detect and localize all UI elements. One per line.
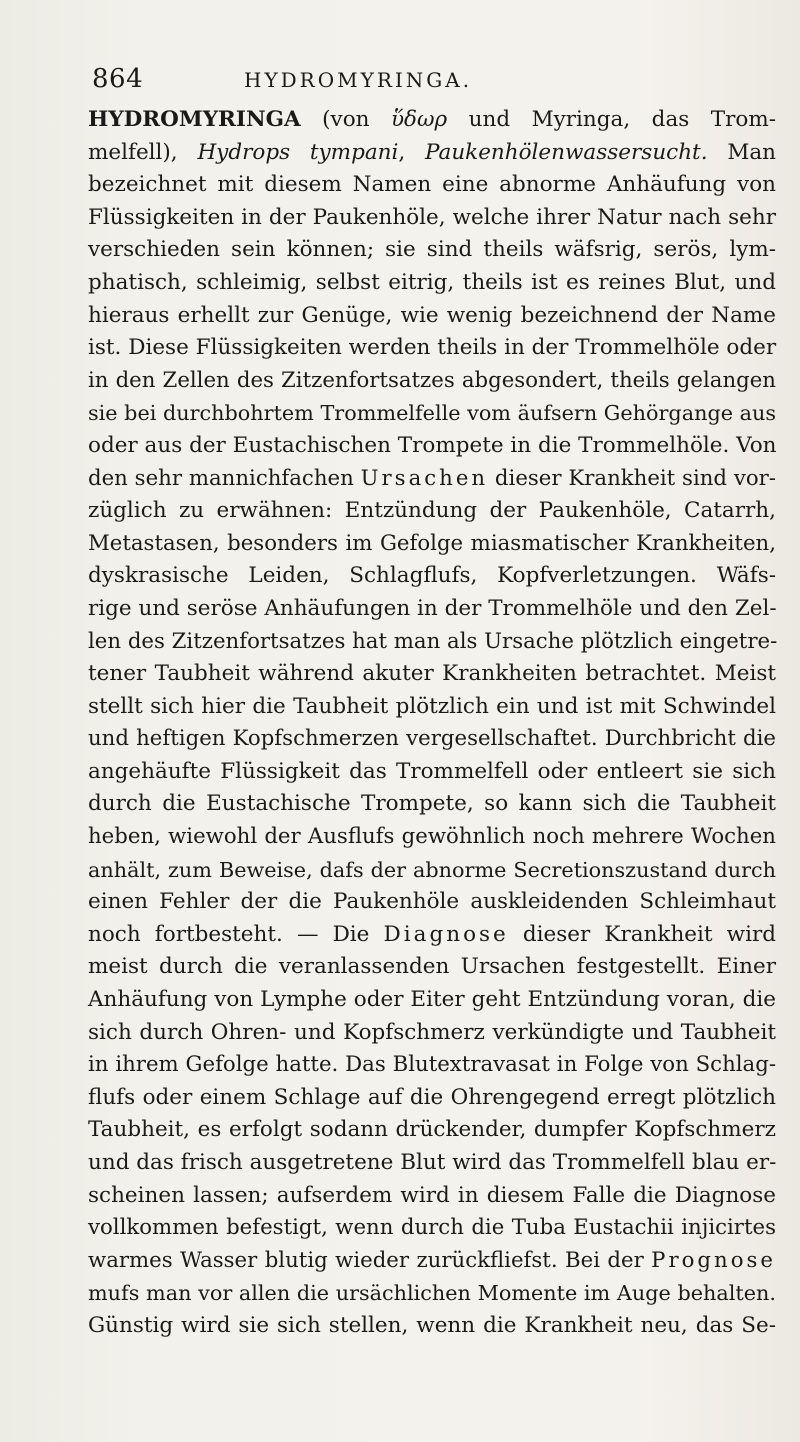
text-line: und das frisch ausgetretene Blut wird das Trommelfell blau er- <box>88 1150 777 1175</box>
text-line: dyskrasische Leiden, Schlagflufs, Kopfverletzungen. Wäfs- <box>88 563 776 589</box>
text-line: scheinen lassen; aufserdem wird in diesem Falle die Diagnose <box>88 1182 776 1208</box>
text-line: in den Zellen des Zitzenfortsatzes abgesondert, theils gelangen <box>88 367 776 393</box>
term-latin: Hydrops tympani <box>197 139 399 165</box>
text-line: noch fortbesteht. — Die Diagnose dieser Krankheit wird <box>88 921 776 947</box>
text-line: bezeichnet mit diesem Namen eine abnorme Anhäufung von <box>88 172 776 198</box>
greek-word: ὕδωρ <box>390 107 448 132</box>
text-line: warmes Wasser blutig wieder zurückfliefst. Bei der Prognose <box>88 1247 776 1273</box>
text-line: durch die Eustachische Trompete, so kann sich die Taubheit <box>88 791 776 817</box>
spaced-word-ursachen: Ursachen <box>360 465 489 491</box>
spaced-word-diagnose: Diagnose <box>383 921 509 947</box>
text-line: meist durch die veranlassenden Ursachen festgestellt. Einer <box>88 954 776 980</box>
text-line: sie bei durchbohrtem Trommelfelle vom äufsern Gehörgange aus <box>88 401 776 426</box>
text-line: tener Taubheit während akuter Krankheiten betrachtet. Meist <box>88 661 776 687</box>
text-line: ist. Diese Flüssigkeiten werden theils in der Trommelhöle oder <box>88 335 777 361</box>
text-line: verschieden sein können; sie sind theils wäfsrig, serös, lym- <box>88 237 776 263</box>
text-line: in ihrem Gefolge hatte. Das Blutextravasat in Folge von Schlag- <box>88 1052 776 1078</box>
text-line: rige und seröse Anhäufungen in der Trommelhöle und den Zel- <box>88 595 777 621</box>
text-line: Günstig wird sie sich stellen, wenn die Krankheit neu, das Se- <box>88 1312 776 1338</box>
text-line: angehäufte Flüssigkeit das Trommelfell oder entleert sie sich <box>88 758 776 784</box>
text-line: flufs oder einem Schlage auf die Ohrengegend erregt plötzlich <box>88 1084 776 1110</box>
text-line: heben, wiewohl der Ausflufs gewöhnlich noch mehrere Wochen <box>88 824 776 850</box>
text-line: einen Fehler der die Paukenhöle auskleidenden Schleimhaut <box>88 889 776 915</box>
text-line: len des Zitzenfortsatzes hat man als Ursache plötzlich eingetre- <box>88 628 778 654</box>
text-line: oder aus der Eustachischen Trompete in die Trommelhöle. Von <box>88 432 777 458</box>
text-line: Taubheit, es erfolgt sodann drückender, dumpfer Kopfschmerz <box>88 1117 776 1143</box>
text-line: mufs man vor allen die ursächlichen Momente im Auge behalten. <box>88 1281 776 1306</box>
term-german: Paukenhölenwassersucht. <box>425 139 708 165</box>
running-head: HYDROMYRINGA. <box>244 68 473 92</box>
article-body <box>88 104 776 1343</box>
text-line: Anhäufung von Lymphe oder Eiter geht Entzündung voran, die <box>88 987 776 1013</box>
page-header <box>92 64 732 100</box>
text-line: HYDROMYRINGA (von ὕδωρ und Myringa, das Trom- <box>88 107 776 132</box>
text-line: melfell), Hydrops tympani, Paukenhölenwassersucht. Man <box>88 139 777 165</box>
page-number: 864 <box>92 64 144 94</box>
text-line: Flüssigkeiten in der Paukenhöle, welche ihrer Natur nach sehr <box>88 204 776 230</box>
text-line: phatisch, schleimig, selbst eitrig, theils ist es reines Blut, und <box>88 269 776 295</box>
text-line: anhält, zum Beweise, dafs der abnorme Secretionszustand durch <box>88 857 776 882</box>
text-line: und heftigen Kopfschmerzen vergesellschaftet. Durchbricht die <box>88 726 776 752</box>
text-line: den sehr mannichfachen Ursachen dieser Krankheit sind vor- <box>88 465 776 491</box>
headword: HYDROMYRINGA <box>88 107 301 132</box>
text-line: züglich zu erwähnen: Entzündung der Paukenhöle, Catarrh, <box>88 498 776 524</box>
spaced-word-prognose: Prognose <box>651 1247 776 1273</box>
text-line: Metastasen, besonders im Gefolge miasmatischer Krankheiten, <box>88 530 776 556</box>
text-line: hieraus erhellt zur Genüge, wie wenig bezeichnend der Name <box>88 302 776 328</box>
text-line: sich durch Ohren- und Kopfschmerz verkündigte und Taubheit <box>88 1019 776 1045</box>
text-line: stellt sich hier die Taubheit plötzlich ein und ist mit Schwindel <box>88 693 776 719</box>
text-line: vollkommen befestigt, wenn durch die Tuba Eustachii injicirtes <box>88 1215 776 1241</box>
